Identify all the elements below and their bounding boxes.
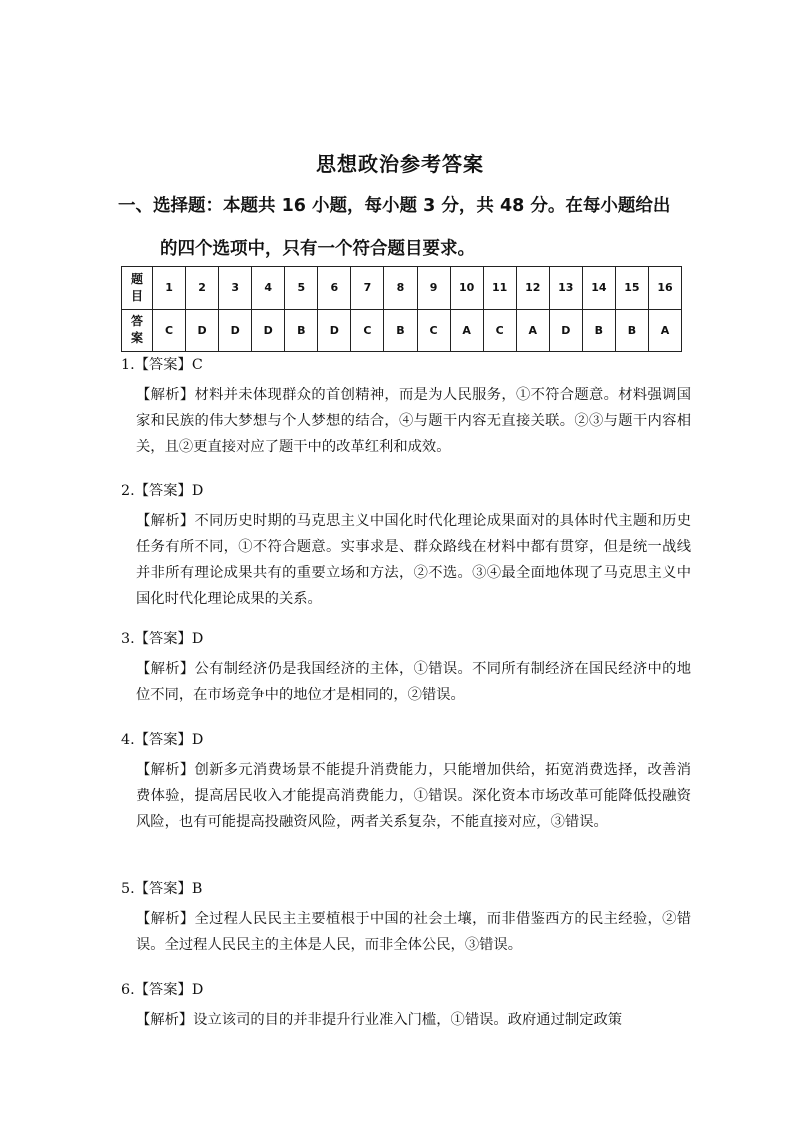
row-label-question: 题 目	[122, 267, 153, 310]
explanation-text: 【解析】设立该司的目的并非提升行业准入门槛，①错误。政府通过制定政策	[136, 1012, 623, 1028]
answer-line: 3.【答案】D	[121, 631, 204, 647]
answer-cell: D	[549, 309, 582, 352]
answer-cell: B	[384, 309, 417, 352]
question-number-cell: 1	[153, 267, 186, 310]
answer-cell: B	[582, 309, 615, 352]
answer-line: 5.【答案】B	[121, 881, 203, 897]
question-number-cell: 5	[285, 267, 318, 310]
answer-cell: D	[186, 309, 219, 352]
answer-row	[122, 309, 682, 352]
question-number-cell: 6	[318, 267, 351, 310]
answer-cell: C	[351, 309, 384, 352]
question-block-2	[121, 480, 691, 612]
question-number-row	[122, 267, 682, 310]
question-block-4	[121, 729, 691, 835]
question-block-6	[121, 979, 691, 1033]
question-number-cell: 14	[582, 267, 615, 310]
answer-line: 4.【答案】D	[121, 732, 204, 748]
question-block-1	[121, 354, 691, 460]
question-number-cell: 9	[417, 267, 450, 310]
answer-cell: A	[648, 309, 681, 352]
answer-line: 1.【答案】C	[121, 357, 203, 373]
question-number-cell: 15	[615, 267, 648, 310]
row-label-answer: 答 案	[122, 309, 153, 352]
question-number-cell: 2	[186, 267, 219, 310]
explanation-text: 【解析】创新多元消费场景不能提升消费能力，只能增加供给，拓宽消费选择，改善消费体验，提高居民收入才能提高消费能力，①错误。深化资本市场改革可能降低投融资风险，也有可能提高投融资风险，两者关系复杂，不能直接对应，③错误。	[136, 762, 691, 830]
page-title: 思想政治参考答案	[316, 152, 484, 176]
explanation-text: 【解析】公有制经济仍是我国经济的主体，①错误。不同所有制经济在国民经济中的地位不同，在市场竞争中的地位才是相同的，②错误。	[136, 661, 691, 703]
question-number-cell: 8	[384, 267, 417, 310]
answer-cell: A	[516, 309, 549, 352]
question-number-cell: 7	[351, 267, 384, 310]
answer-cell: D	[318, 309, 351, 352]
section-heading-line-2: 的四个选项中，只有一个符合题目要求。	[160, 239, 475, 259]
explanation-text: 【解析】材料并未体现群众的首创精神，而是为人民服务，①不符合题意。材料强调国家和民族的伟大梦想与个人梦想的结合，④与题干内容无直接关联。②③与题干内容相关，且②更直接对应了题干中的改革红利和成效。	[136, 387, 691, 455]
question-number-cell: 16	[648, 267, 681, 310]
answer-cell: D	[219, 309, 252, 352]
answer-cell: B	[615, 309, 648, 352]
answer-table	[121, 266, 682, 352]
explanation-text: 【解析】不同历史时期的马克思主义中国化时代化理论成果面对的具体时代主题和历史任务有所不同，①不符合题意。实事求是、群众路线在材料中都有贯穿，但是统一战线并非所有理论成果共有的重要立场和方法，②不选。③④最全面地体现了马克思主义中国化时代化理论成果的关系。	[136, 513, 691, 607]
answer-cell: C	[417, 309, 450, 352]
question-number-cell: 11	[483, 267, 516, 310]
question-block-5	[121, 878, 691, 958]
answer-cell: B	[285, 309, 318, 352]
question-number-cell: 10	[450, 267, 483, 310]
answer-cell: A	[450, 309, 483, 352]
answer-line: 2.【答案】D	[121, 483, 204, 499]
explanation-text: 【解析】全过程人民民主主要植根于中国的社会土壤，而非借鉴西方的民主经验，②错误。全过程人民民主的主体是人民，而非全体公民，③错误。	[136, 911, 691, 953]
answer-cell: C	[153, 309, 186, 352]
question-number-cell: 3	[219, 267, 252, 310]
answer-line: 6.【答案】D	[121, 982, 204, 998]
section-heading-line-1: 一、选择题：本题共 16 小题，每小题 3 分，共 48 分。在每小题给出	[118, 196, 671, 216]
question-number-cell: 13	[549, 267, 582, 310]
question-block-3	[121, 628, 691, 708]
answer-cell: D	[252, 309, 285, 352]
question-number-cell: 4	[252, 267, 285, 310]
answer-cell: C	[483, 309, 516, 352]
question-number-cell: 12	[516, 267, 549, 310]
